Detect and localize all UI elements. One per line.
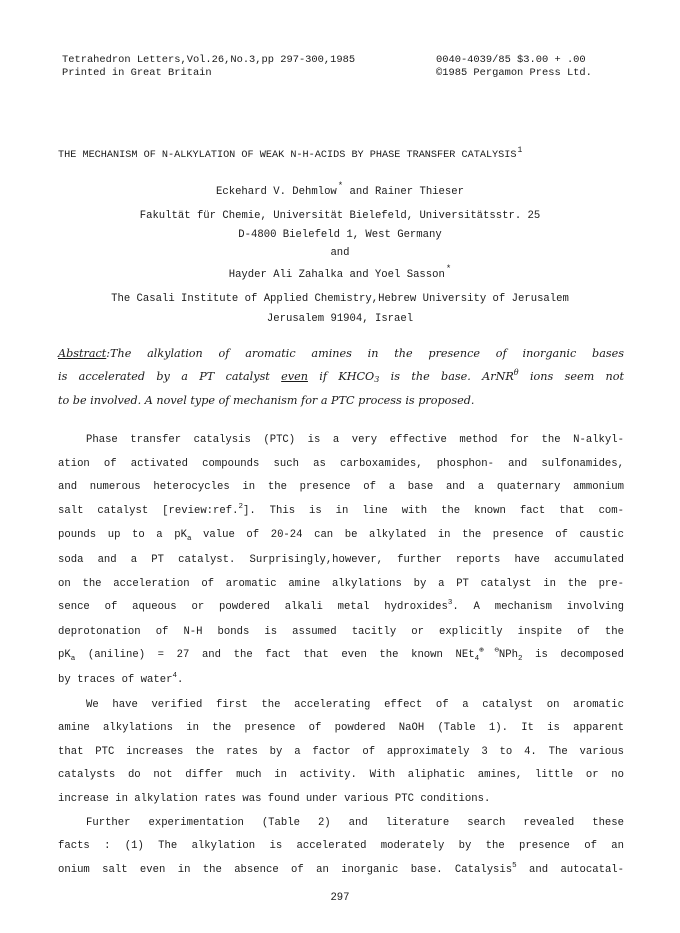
- publisher-info: [436, 54, 592, 80]
- body-text: [58, 429, 624, 883]
- abstract-line: is accelerated by a PT catalyst even if $KHCO_3$ is the base. ArNR$^\theta$ ions seem not: [58, 368, 624, 384]
- abstract-line: Abstract:The alkylation of aromatic amines in the presence of inorganic bases: [58, 347, 624, 360]
- paragraph-line: onium salt even in the absence of an inorganic base. Catalysis$^5$ and autocatal-: [58, 861, 625, 876]
- affiliation-1-line-1: Fakultät für Chemie, Universität Bielefeld, Universitätsstr. 25: [139, 210, 541, 222]
- author-line-2: [0, 264, 680, 281]
- affiliation-2-line-1: The Casali Institute of Applied Chemistry,Hebrew University of Jerusalem: [111, 293, 569, 305]
- paragraph-line: Phase transfer catalysis (PTC) is a very effective method for the N-alkyl-: [86, 434, 624, 446]
- paper-title: [58, 146, 523, 161]
- paragraph-line: by traces of water$^4$.: [58, 671, 184, 686]
- reference-marker: 3: [447, 599, 453, 608]
- paragraph-line: Further experimentation (Table 2) and literature search revealed these: [86, 816, 624, 829]
- paragraph-line: and numerous heterocycles in the presence of a base and a quaternary ammonium: [58, 481, 624, 494]
- price-code-line: 0040-4039/85 $3.00 + .00: [436, 54, 586, 66]
- paragraph-line: deprotonation of N-H bonds is assumed tacitly or explicitly inspite of the: [58, 625, 624, 638]
- paragraph-line: amine alkylations in the presence of powdered NaOH (Table 1). It is apparent: [58, 722, 624, 735]
- author-line-1: [0, 181, 680, 198]
- emphasis-even: even: [281, 370, 308, 383]
- paragraph-line: facts : (1) The alkylation is accelerated moderately by the presence of an: [58, 840, 624, 853]
- author-and: and: [330, 247, 350, 259]
- paragraph-line: pounds up to a $pK_a$ value of 20-24 can be alkylated in the presence of caustic: [58, 529, 624, 544]
- paragraph-line: increase in alkylation rates was found under various PTC conditions.: [58, 792, 491, 805]
- paragraph-line: ation of activated compounds such as carboxamides, phosphon- and sulfonamides,: [58, 457, 624, 470]
- printed-in-line: Printed in Great Britain: [62, 67, 212, 79]
- paragraph-line: sence of aqueous or powdered alkali metal hydroxides$^3$. A mechanism involving: [58, 599, 624, 614]
- affiliation-2-line-2: Jerusalem 91904, Israel: [266, 313, 414, 325]
- reference-marker: 5: [512, 861, 517, 870]
- paragraph-line: $pK_a$ (aniline) = 27 and the fact that even the known NEt$_4$⊕ ⊖NPh$_2$ is decomposed: [58, 647, 624, 664]
- page-number: 297: [330, 892, 350, 904]
- paragraph-line: that PTC increases the rates by a factor of approximately 3 to 4. The various: [58, 745, 624, 758]
- paragraph-line: catalysts do not differ much in activity. With aliphatic amines, little or no: [58, 769, 624, 782]
- paragraph-line: salt catalyst [review:ref.$^2$]. This is in line with the known fact that com-: [58, 502, 624, 517]
- authors-zahalka-sasson: Hayder Ali Zahalka and Yoel Sasson: [228, 269, 445, 281]
- paragraph-line: on the acceleration of aromatic amine alkylations by a PT catalyst in the pre-: [58, 577, 624, 590]
- author-thieser: and Rainer Thieser: [343, 186, 464, 198]
- paragraph-line: soda and a PT catalyst. Surprisingly,however, further reports have accumulated: [58, 553, 624, 566]
- abstract: [58, 342, 624, 412]
- abstract-line: to be involved. A novel type of mechanism for a PTC process is proposed.: [58, 394, 475, 407]
- reference-marker: 2: [238, 502, 243, 511]
- reference-marker: 4: [172, 671, 177, 680]
- corresponding-author-marker: *: [445, 264, 452, 274]
- copyright-line: ©1985 Pergamon Press Ltd.: [436, 67, 592, 79]
- affiliation-1-line-2: D-4800 Bielefeld 1, West Germany: [238, 229, 442, 241]
- corresponding-author-marker: *: [337, 181, 344, 191]
- author-dehmlow: Eckehard V. Dehmlow: [216, 186, 337, 198]
- paragraph-line: We have verified first the accelerating effect of a catalyst on aromatic: [86, 698, 624, 711]
- citation-line: Tetrahedron Letters,Vol.26,No.3,pp 297-300,1985: [62, 54, 356, 66]
- title-footnote-marker: 1: [517, 146, 523, 155]
- title-text: THE MECHANISM OF N-ALKYLATION OF WEAK N-H-ACIDS BY PHASE TRANSFER CATALYSIS: [58, 150, 517, 161]
- journal-citation: [62, 54, 355, 80]
- abstract-label: Abstract: [58, 347, 107, 360]
